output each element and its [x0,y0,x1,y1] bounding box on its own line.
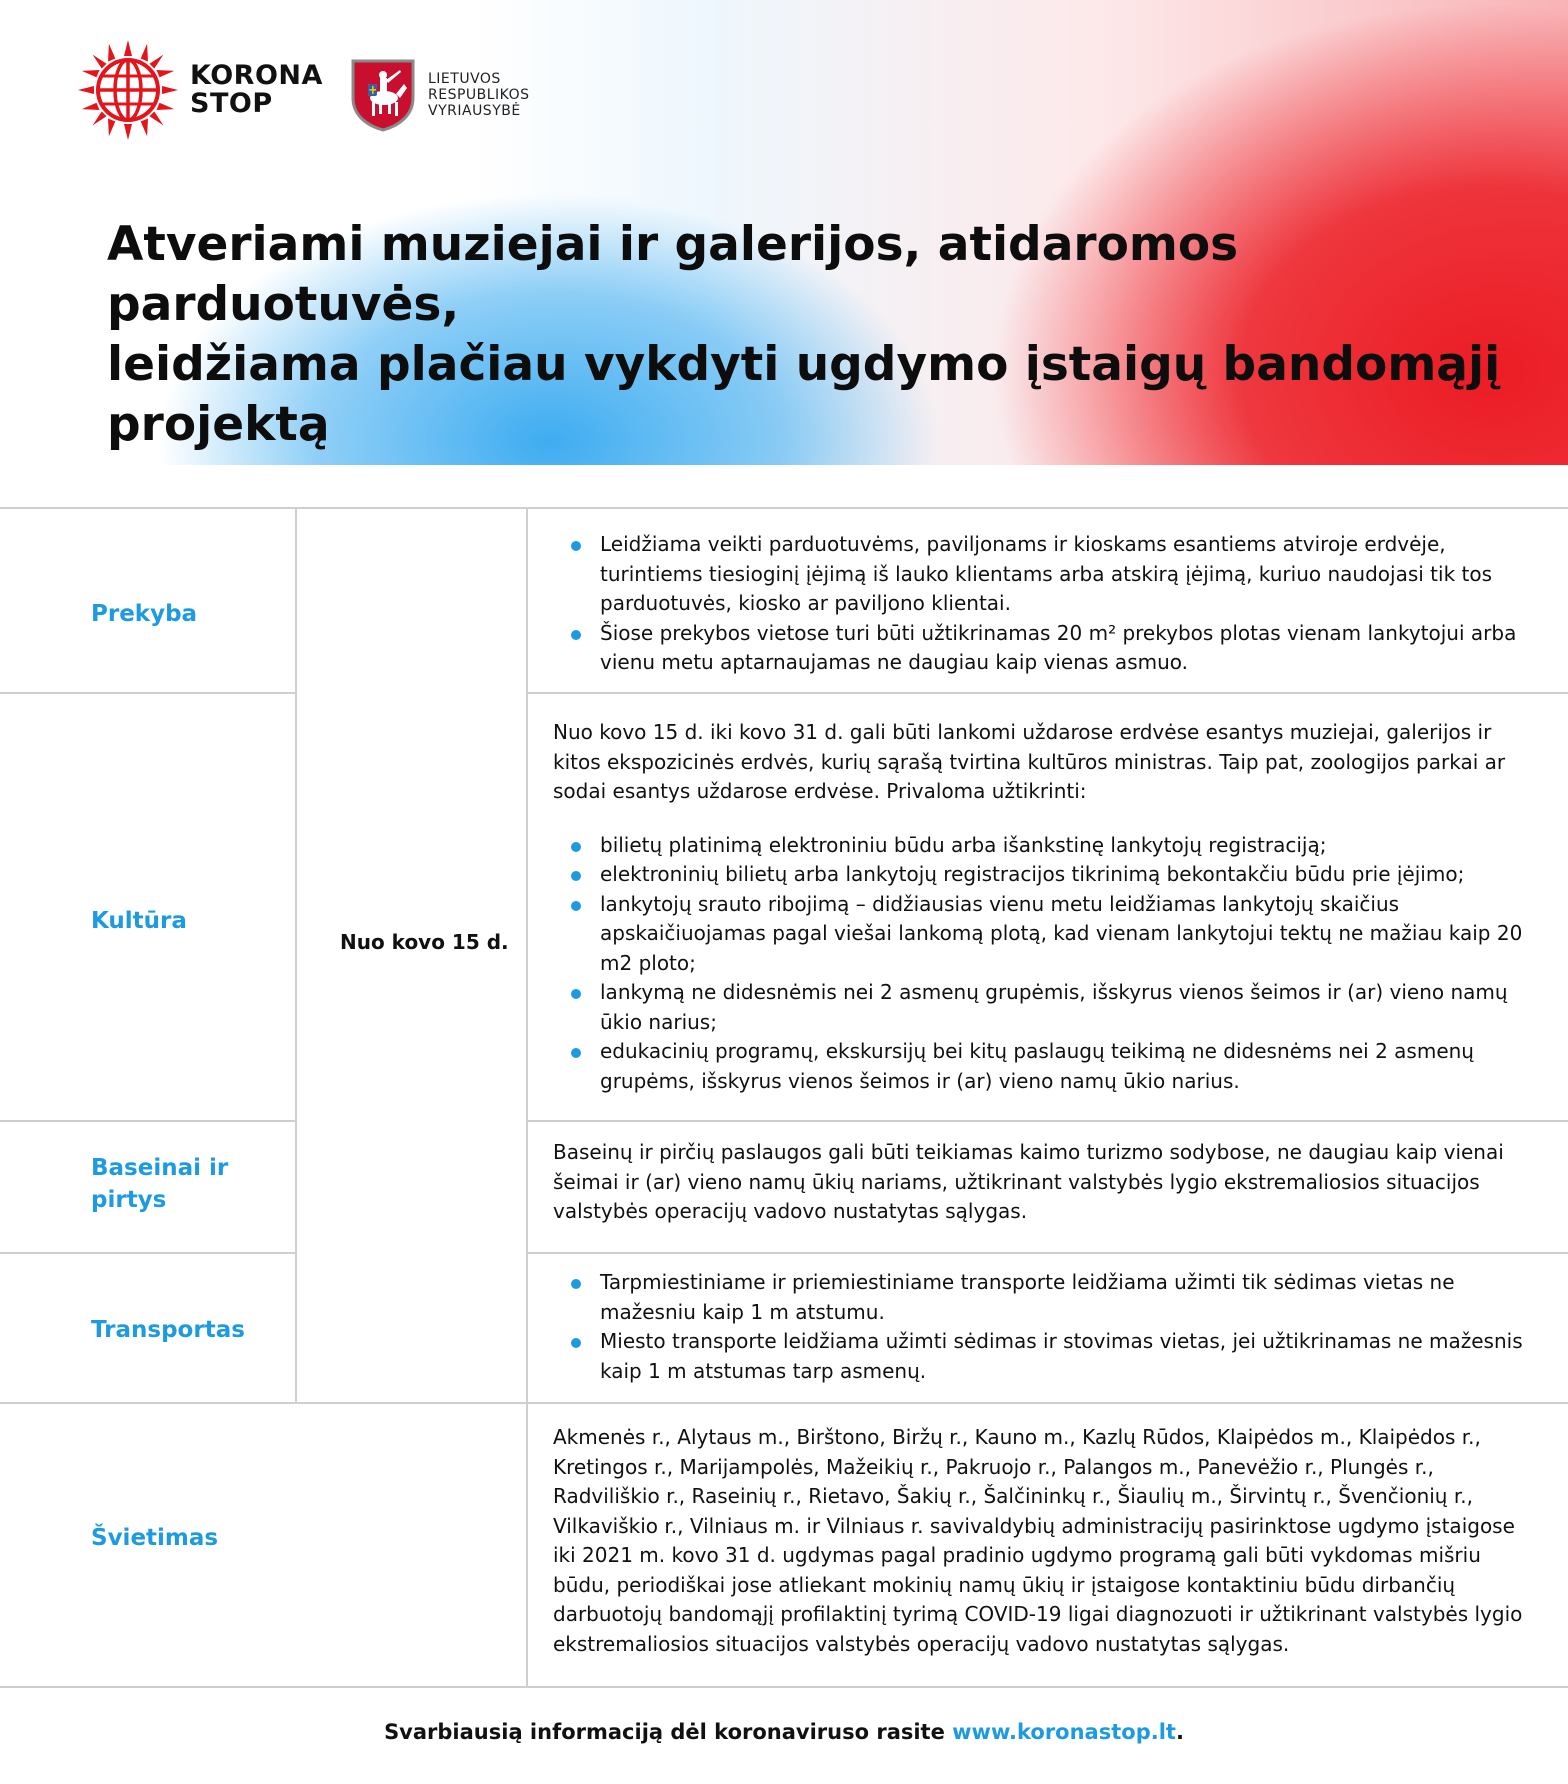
korona-stop-sun-icon [78,40,178,140]
table-column-divider [295,507,297,1402]
government-logo[interactable] [350,58,530,132]
footer-text: Svarbiausią informaciją dėl koronaviruso rasite [384,1720,953,1744]
title-line-1: Atveriami muziejai ir galerijos, atidaromos parduotuvės, [107,217,1239,332]
category-svietimas: Švietimas [91,1525,219,1551]
list-item: Miesto transporte leidžiama užimti sėdimas ir stovimas vietas, jei užtikrinamas ne mažesnis kaip 1 m atstumas tarp asmenų. [553,1327,1533,1386]
category-baseinai-line-1: Baseinai ir [91,1155,229,1181]
gov-line-2: RESPUBLIKOS [428,87,530,103]
brand-line-2: STOP [190,88,273,119]
category-transportas: Transportas [91,1317,245,1343]
kultura-list [553,831,1533,1097]
table-divider [0,1252,296,1254]
date-label: Nuo kovo 15 d. [340,930,509,954]
table-divider [0,507,1568,509]
table-divider [527,1120,1568,1122]
title-line-3: projektą [107,397,330,452]
list-item: lankymą ne didesnėmis nei 2 asmenų grupėmis, išskyrus vienos šeimos ir (ar) vieno namų ūkio narius; [553,978,1533,1037]
category-baseinai [91,1152,228,1216]
header-banner [0,0,1568,465]
table-divider [0,1402,1568,1404]
baseinai-text: Baseinų ir pirčių paslaugos gali būti teikiamas kaimo turizmo sodybose, ne daugiau kaip vienai šeimai ir (ar) vieno namų ūkių nariams, užtikrinant valstybės lygio ekstremaliosios situacijos valstybės operacijų vadovo nustatytas sąlygas. [553,1140,1504,1223]
list-item: Šiose prekybos vietose turi būti užtikrinamas 20 m² prekybos plotas vienam lankytojui arba vienu metu aptarnaujamas ne daugiau kaip vienas asmuo. [553,619,1533,678]
list-item: bilietų platinimą elektroniniu būdu arba išankstinę lankytojų registraciją; [553,831,1533,861]
gov-line-3: VYRIAUSYBĖ [428,103,521,119]
table-divider [527,692,1568,694]
list-item: edukacinių programų, ekskursijų bei kitų paslaugų teikimą ne didesnėms nei 2 asmenų grupėms, išskyrus vienos šeimos ir (ar) vieno namų ūkio narius. [553,1037,1533,1096]
category-baseinai-line-2: pirtys [91,1187,167,1213]
table-divider [527,1252,1568,1254]
svietimas-text: Akmenės r., Alytaus m., Birštono, Biržų r., Kauno m., Kazlų Rūdos, Klaipėdos m., Klaipėdos r., Kretingos r., Marijampolės, Mažeikių r., Pakruojo r., Palangos m., Panevėžio r., Plungės r., Radviliškio r., Raseinių r., Rietavo, Šakių r., Šalčininkų r., Šiaulių m., Širvintų r., Švenčionių r., Vilkaviškio r., Vilniaus m. ir Vilniaus r. savivaldybių administracijų pasirinktose ugdymo įstaigose iki 2021 m. kovo 31 d. ugdymas pagal pradinio ugdymo programą gali būti vykdomas mišriu būdu, periodiškai jose atliekant mokinių namų ūkių ir įstaigose kontaktiniu būdu dirbančių darbuotojų bandomąjį profilaktinį tyrimą COVID-19 ligai diagnozuoti ir užtikrinant valstybės lygio ekstremaliosios situacijos valstybės operacijų vadovo nustatytas sąlygas. [553,1425,1523,1656]
government-name [428,71,530,119]
table-column-divider [526,507,528,1687]
list-item: Leidžiama veikti parduotuvėms, paviljonams ir kioskams esantiems atviroje erdvėje, turintiems tiesioginį įėjimą iš lauko klientams arba atskirą įėjimą, kuriuo naudojasi tik tos parduotuvės, kiosko ar paviljono klientai. [553,530,1533,619]
title-line-2: leidžiama plačiau vykdyti ugdymo įstaigų bandomąjį [107,337,1501,392]
footer [0,1720,1568,1744]
table-divider [0,1120,296,1122]
table-divider [0,692,296,694]
prekyba-content [553,530,1533,678]
svietimas-content [553,1423,1533,1659]
list-item: Tarpmiestiniame ir priemiestiniame transporte leidžiama užimti tik sėdimas vietas ne mažesniu kaip 1 m atstumu. [553,1268,1533,1327]
list-item: lankytojų srauto ribojimą – didžiausias vienu metu leidžiamas lankytojų skaičius apskaičiuojamas pagal viešai lankomą plotą, kad vienam lankytojui tektų ne mažiau kaip 20 m2 ploto; [553,890,1533,979]
brand-line-1: KORONA [190,60,323,91]
lithuania-coat-of-arms-icon [350,58,416,132]
korona-stop-logo[interactable] [78,40,323,140]
category-kultura: Kultūra [91,908,187,934]
list-item: elektroninių bilietų arba lankytojų registracijos tikrinimą bekontakčiu būdu prie įėjimo; [553,860,1533,890]
footer-end: . [1175,1720,1184,1744]
page-title [107,215,1507,455]
gov-line-1: LIETUVOS [428,71,501,87]
baseinai-content [553,1138,1533,1227]
transportas-list [553,1268,1533,1386]
table-divider [0,1686,1568,1688]
brand-name [190,62,323,118]
prekyba-list [553,530,1533,678]
footer-link[interactable]: www.koronastop.lt [952,1720,1176,1744]
transportas-content [553,1268,1533,1386]
category-prekyba: Prekyba [91,601,198,627]
kultura-intro: Nuo kovo 15 d. iki kovo 31 d. gali būti lankomi uždarose erdvėse esantys muziejai, galerijos ir kitos ekspozicinės erdvės, kurių sąrašą tvirtina kultūros ministras. Taip pat, zoologijos parkai ar sodai esantys uždarose erdvėse. Privaloma užtikrinti: [553,720,1506,803]
kultura-content [553,718,1533,1096]
